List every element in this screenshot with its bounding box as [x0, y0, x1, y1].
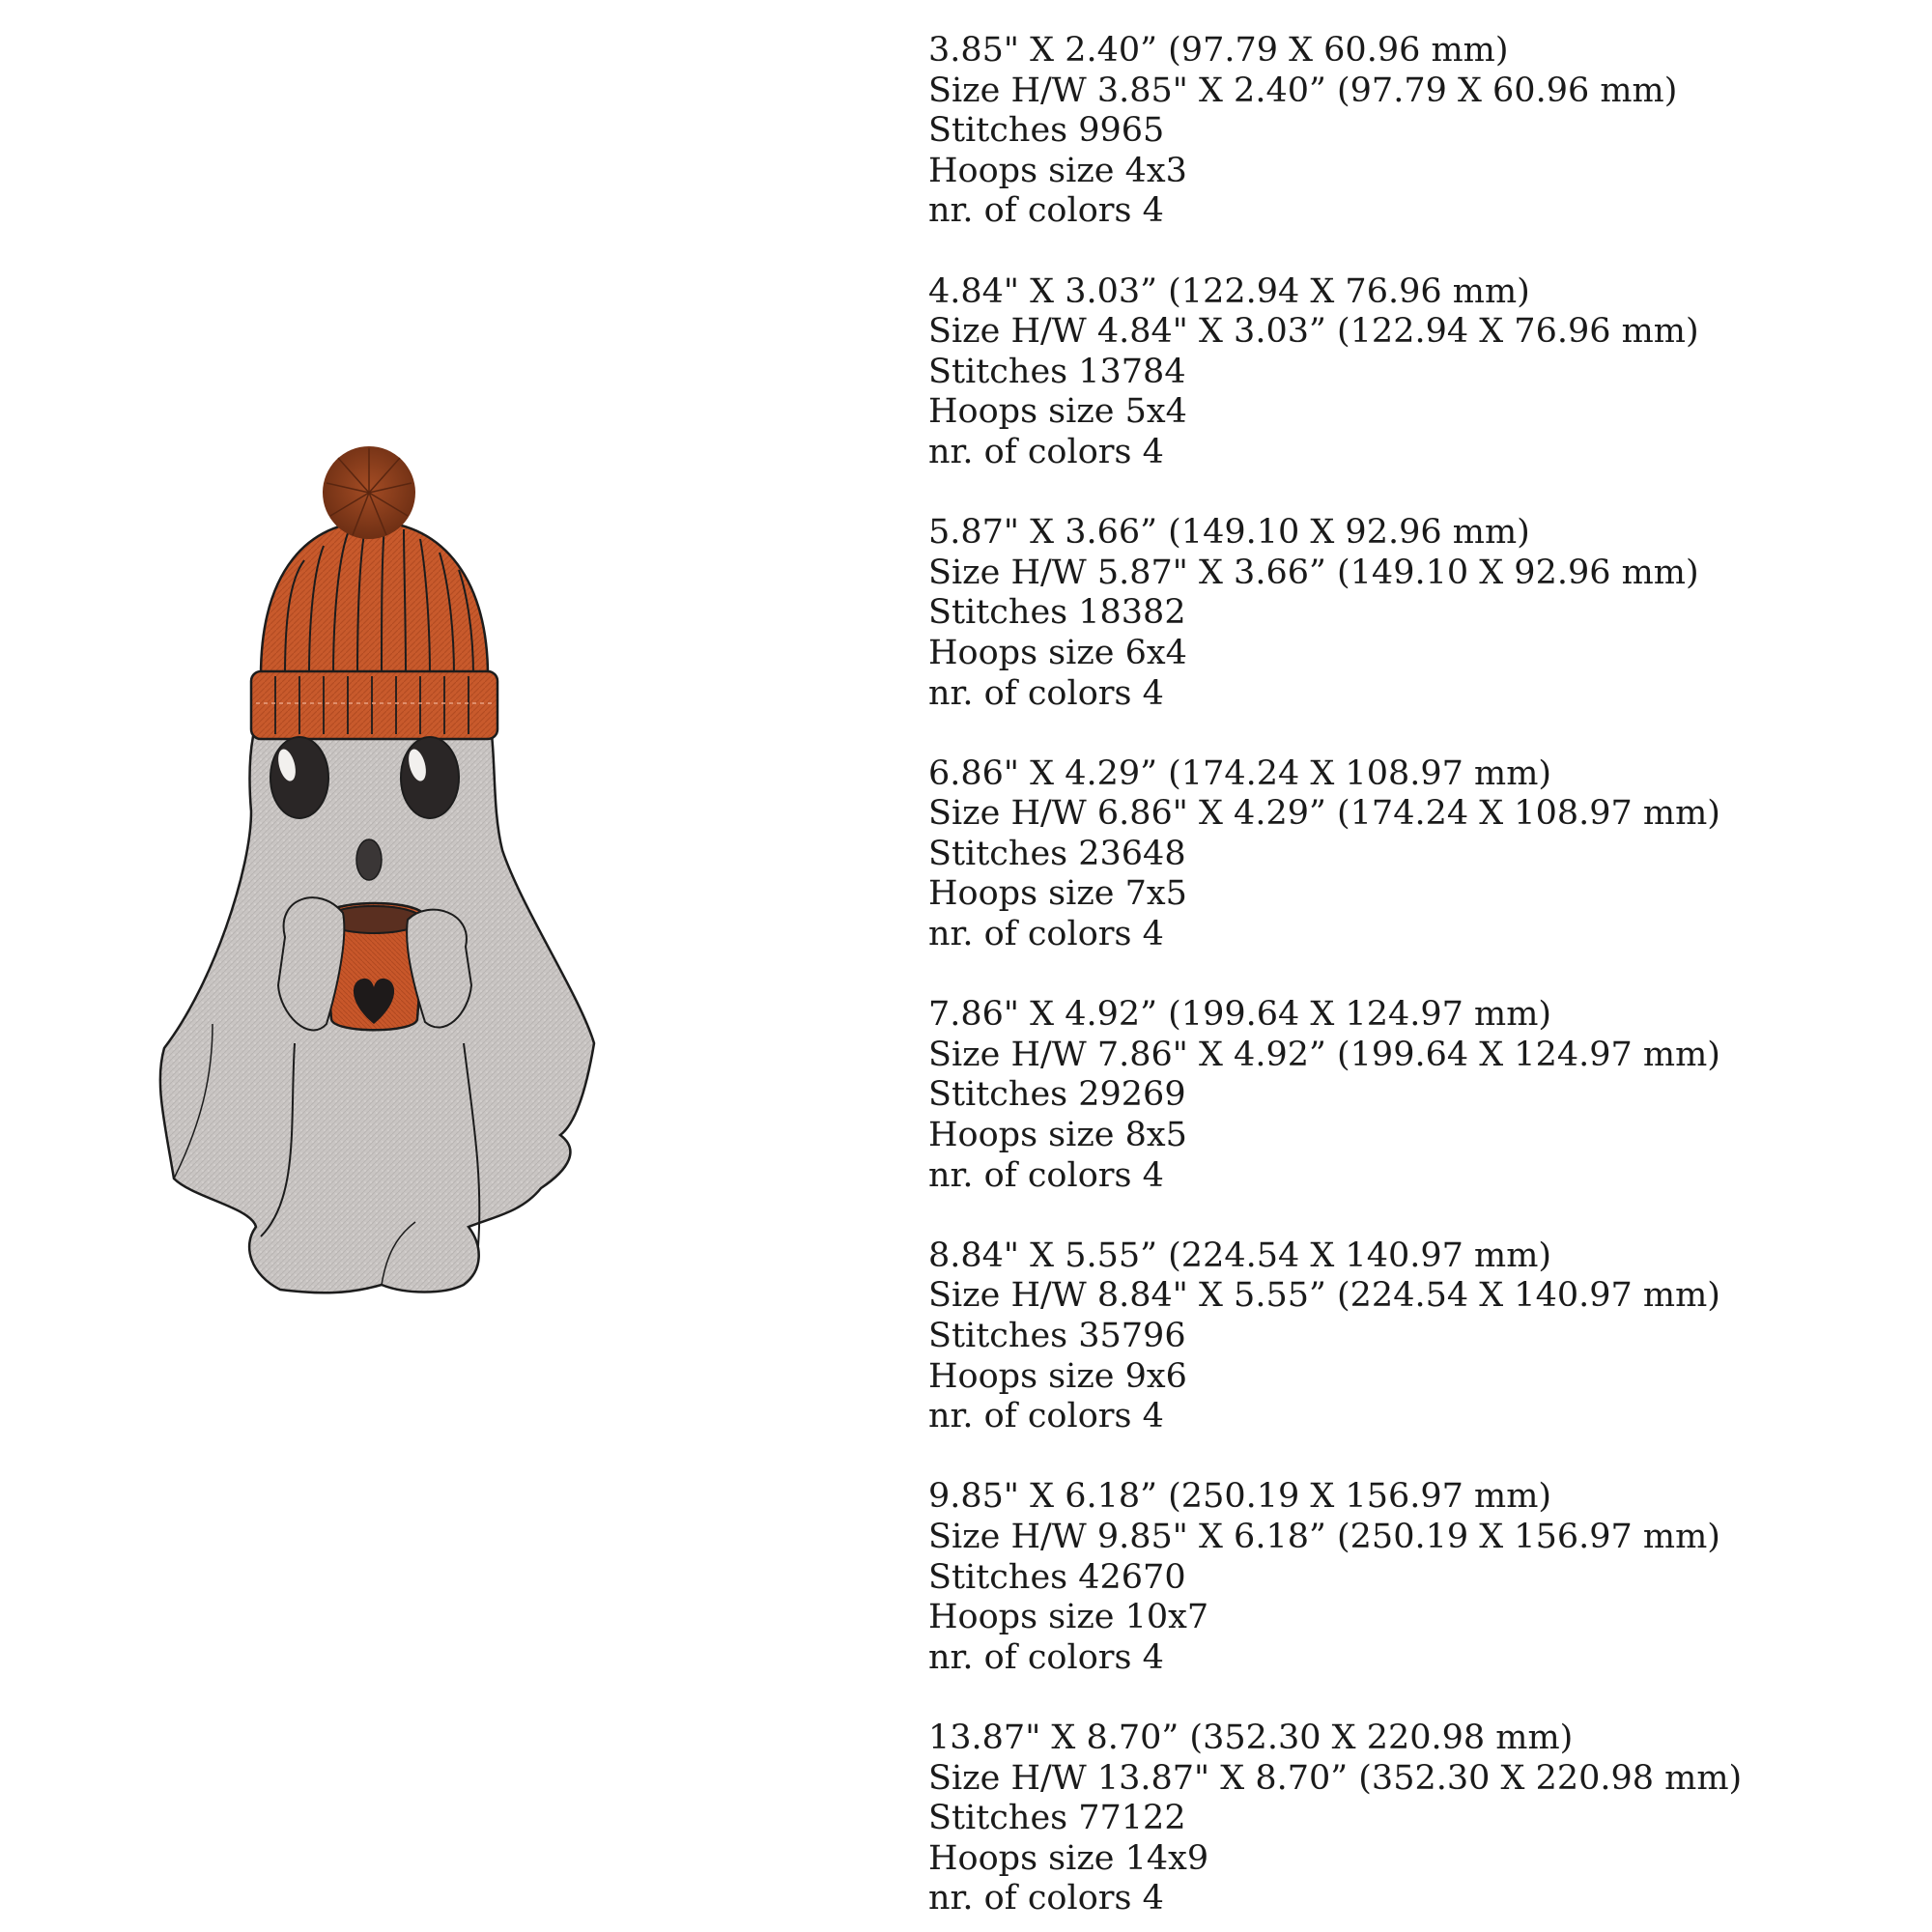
spec-block-size-3: [928, 513, 1894, 714]
spec-hoop-size: Hoops size 5x4: [928, 392, 1187, 432]
spec-stitches: Stitches 42670: [928, 1557, 1186, 1597]
spec-hoop-size: Hoops size 7x5: [928, 874, 1187, 914]
spec-block-size-4: [928, 754, 1894, 955]
spec-title: 5.87" X 3.66” (149.10 X 92.96 mm): [928, 513, 1530, 553]
spec-block-size-8: [928, 1719, 1894, 1919]
spec-color-count: nr. of colors 4: [928, 673, 1164, 713]
spec-title: 9.85" X 6.18” (250.19 X 156.97 mm): [928, 1477, 1552, 1517]
spec-stitches: Stitches 35796: [928, 1317, 1186, 1355]
spec-stitches: Stitches 23648: [928, 834, 1186, 873]
spec-hoop-size: Hoops size 9x6: [928, 1356, 1187, 1396]
ghost-left-eye: [270, 737, 328, 818]
spec-color-count: nr. of colors 4: [928, 191, 1164, 231]
spec-stitches: Stitches 29269: [928, 1075, 1186, 1115]
spec-block-size-7: [928, 1477, 1894, 1678]
spec-size-hw: Size H/W 5.87" X 3.66” (149.10 X 92.96 mm): [928, 553, 1699, 592]
ghost-mouth: [356, 839, 382, 880]
ghost-right-eye: [401, 737, 459, 818]
spec-stitches: Stitches 18382: [928, 593, 1186, 633]
spec-size-hw: Size H/W 8.84" X 5.55” (224.54 X 140.97 mm): [928, 1276, 1720, 1316]
spec-block-size-5: [928, 995, 1894, 1196]
spec-stitches: Stitches 77122: [928, 1799, 1186, 1838]
spec-hoop-size: Hoops size 6x4: [928, 633, 1187, 672]
spec-size-hw: Size H/W 4.84" X 3.03” (122.94 X 76.96 mm): [928, 312, 1699, 352]
spec-color-count: nr. of colors 4: [928, 1397, 1164, 1436]
spec-title: 8.84" X 5.55” (224.54 X 140.97 mm): [928, 1236, 1552, 1275]
spec-hoop-size: Hoops size 10x7: [928, 1598, 1209, 1637]
spec-block-size-2: [928, 272, 1894, 473]
ghost-with-beanie-and-mug-image: [155, 444, 773, 1372]
spec-size-hw: Size H/W 13.87" X 8.70” (352.30 X 220.98 mm): [928, 1758, 1743, 1798]
ghost-embroidery-illustration: [155, 444, 773, 1372]
spec-hoop-size: Hoops size 14x9: [928, 1838, 1209, 1878]
spec-title: 3.85" X 2.40” (97.79 X 60.96 mm): [928, 31, 1509, 70]
beanie-brim: [251, 671, 497, 739]
spec-size-hw: Size H/W 7.86" X 4.92” (199.64 X 124.97 mm): [928, 1035, 1720, 1074]
spec-hoop-size: Hoops size 4x3: [928, 151, 1187, 190]
spec-stitches: Stitches 9965: [928, 111, 1165, 151]
spec-title: 13.87" X 8.70” (352.30 X 220.98 mm): [928, 1718, 1574, 1757]
spec-stitches: Stitches 13784: [928, 352, 1186, 391]
spec-title: 6.86" X 4.29” (174.24 X 108.97 mm): [928, 753, 1552, 793]
size-specifications: [928, 31, 1894, 1932]
spec-color-count: nr. of colors 4: [928, 1879, 1164, 1918]
spec-hoop-size: Hoops size 8x5: [928, 1116, 1187, 1155]
spec-title: 7.86" X 4.92” (199.64 X 124.97 mm): [928, 995, 1552, 1035]
spec-color-count: nr. of colors 4: [928, 1637, 1164, 1677]
spec-block-size-6: [928, 1236, 1894, 1437]
spec-title: 4.84" X 3.03” (122.94 X 76.96 mm): [928, 271, 1530, 311]
spec-block-size-1: [928, 31, 1894, 232]
spec-size-hw: Size H/W 3.85" X 2.40” (97.79 X 60.96 mm): [928, 71, 1678, 110]
spec-color-count: nr. of colors 4: [928, 915, 1164, 954]
spec-color-count: nr. of colors 4: [928, 1155, 1164, 1195]
spec-size-hw: Size H/W 9.85" X 6.18” (250.19 X 156.97 mm): [928, 1517, 1720, 1556]
spec-color-count: nr. of colors 4: [928, 432, 1164, 471]
spec-size-hw: Size H/W 6.86" X 4.29” (174.24 X 108.97 mm): [928, 794, 1720, 834]
